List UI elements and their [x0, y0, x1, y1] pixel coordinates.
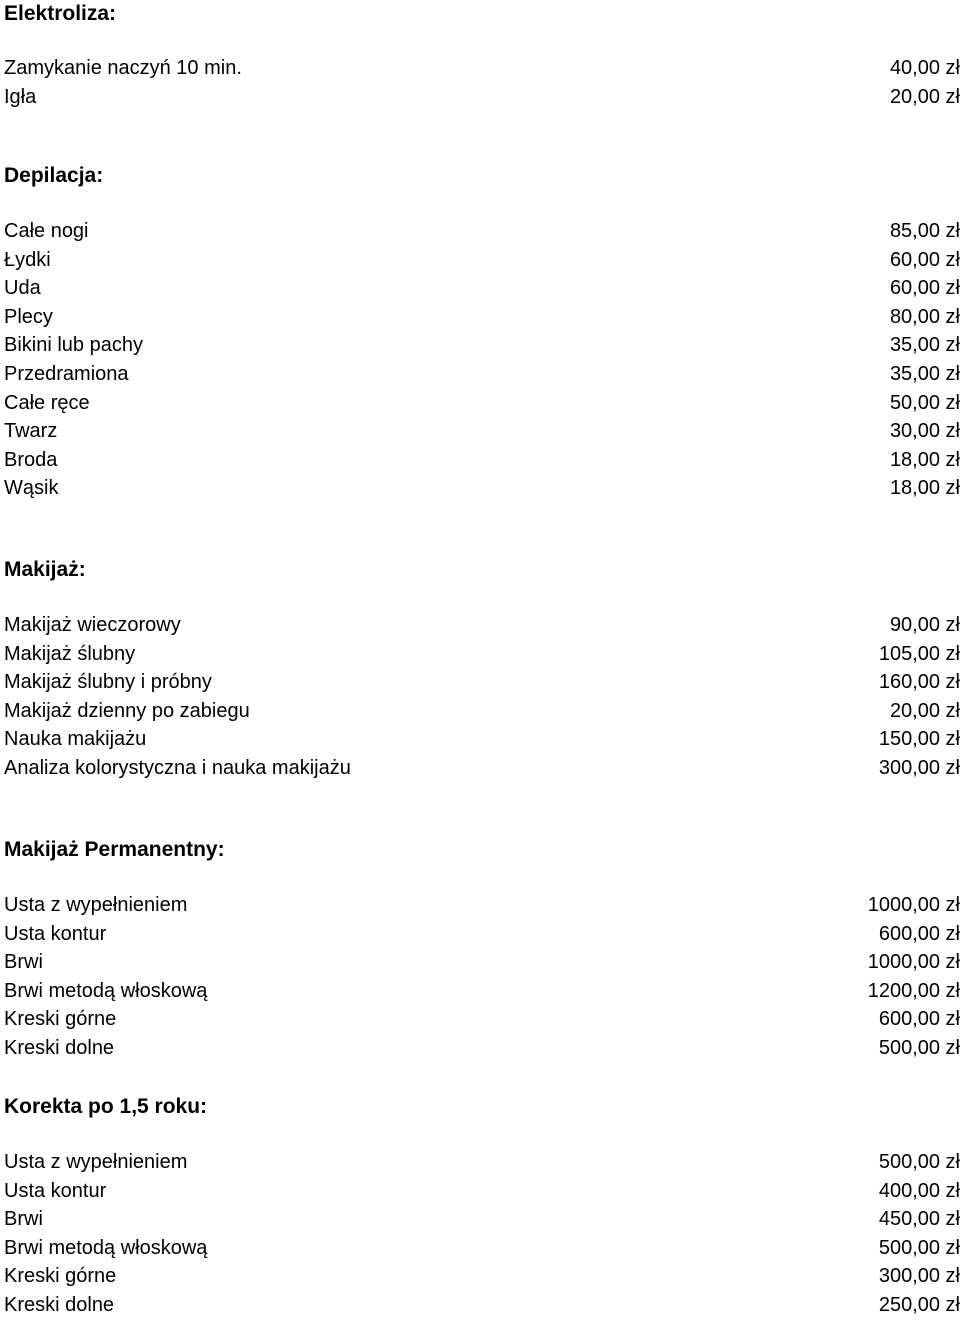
service-name: Brwi: [4, 951, 43, 974]
service-price: 50,00 zł: [889, 391, 960, 414]
service-name: Brwi metodą włoskową: [4, 1236, 208, 1259]
price-row: [4, 360, 960, 389]
price-row: [4, 1034, 960, 1063]
section-heading: Makijaż:: [4, 558, 86, 581]
service-name: Kreski górne: [4, 1265, 117, 1288]
service-price: 30,00 zł: [889, 420, 960, 443]
section-heading: Depilacja:: [4, 164, 104, 187]
service-name: Nauka makijażu: [4, 728, 147, 751]
service-price: 60,00 zł: [889, 248, 960, 271]
service-name: Uda: [4, 277, 41, 300]
price-row: [4, 474, 960, 503]
price-row: [4, 754, 960, 783]
section-korekta: [4, 1093, 960, 1320]
price-row: [4, 1291, 960, 1320]
service-name: Zamykanie naczyń 10 min.: [4, 57, 242, 79]
service-name: Kreski dolne: [4, 1293, 115, 1316]
service-price: 20,00 zł: [889, 85, 960, 108]
price-list: [4, 611, 960, 783]
service-price: 20,00 zł: [889, 699, 960, 722]
service-price: 60,00 zł: [889, 277, 960, 300]
service-price: 600,00 zł: [878, 1008, 960, 1031]
price-list: [4, 54, 960, 111]
service-price: 150,00 zł: [878, 728, 960, 751]
service-price: 18,00 zł: [889, 477, 960, 500]
service-name: Usta z wypełnieniem: [4, 894, 188, 916]
price-row: [4, 389, 960, 418]
price-row: [4, 611, 960, 640]
price-row: [4, 331, 960, 360]
service-name: Łydki: [4, 248, 51, 271]
service-name: Wąsik: [4, 477, 59, 500]
service-price: 80,00 zł: [889, 305, 960, 328]
price-row: [4, 417, 960, 446]
service-name: Usta z wypełnieniem: [4, 1151, 188, 1173]
service-price: 450,00 zł: [878, 1208, 960, 1231]
section-makijaz-permanentny: [4, 836, 960, 1063]
service-price: 35,00 zł: [889, 334, 960, 357]
service-name: Kreski dolne: [4, 1036, 115, 1059]
service-price: 300,00 zł: [878, 756, 960, 779]
price-row: [4, 446, 960, 475]
price-row: [4, 1148, 960, 1177]
price-list: [4, 217, 960, 503]
service-price: 1200,00 zł: [867, 979, 960, 1002]
price-list: [4, 891, 960, 1063]
service-name: Całe nogi: [4, 220, 89, 242]
price-row: [4, 274, 960, 303]
service-price: 400,00 zł: [878, 1179, 960, 1202]
price-row: [4, 977, 960, 1006]
service-name: Makijaż dzienny po zabiegu: [4, 699, 250, 722]
service-price: 1000,00 zł: [867, 951, 960, 974]
price-row: [4, 83, 960, 112]
price-row: [4, 1234, 960, 1263]
service-name: Brwi metodą włoskową: [4, 979, 208, 1002]
section-heading: Elektroliza:: [4, 2, 117, 25]
service-price: 1000,00 zł: [867, 894, 960, 916]
service-name: Makijaż ślubny: [4, 642, 136, 665]
service-name: Plecy: [4, 305, 53, 328]
service-price: 600,00 zł: [878, 922, 960, 945]
section-heading: Korekta po 1,5 roku:: [4, 1095, 208, 1118]
service-name: Twarz: [4, 420, 58, 443]
price-row: [4, 1005, 960, 1034]
price-row: [4, 1205, 960, 1234]
service-price: 500,00 zł: [878, 1236, 960, 1259]
service-name: Bikini lub pachy: [4, 334, 143, 357]
price-row: [4, 920, 960, 949]
price-row: [4, 668, 960, 697]
price-row: [4, 1177, 960, 1206]
service-name: Całe ręce: [4, 391, 90, 414]
service-price: 105,00 zł: [878, 642, 960, 665]
service-name: Igła: [4, 85, 37, 108]
service-price: 90,00 zł: [889, 614, 960, 636]
service-name: Kreski górne: [4, 1008, 117, 1031]
price-list: [4, 1148, 960, 1320]
price-row: [4, 217, 960, 246]
section-makijaz: [4, 556, 960, 783]
service-price: 500,00 zł: [878, 1151, 960, 1173]
service-name: Broda: [4, 448, 58, 471]
service-name: Usta kontur: [4, 922, 107, 945]
price-row: [4, 725, 960, 754]
price-row: [4, 948, 960, 977]
service-price: 40,00 zł: [889, 57, 960, 79]
service-price: 35,00 zł: [889, 362, 960, 385]
price-row: [4, 54, 960, 83]
service-price: 300,00 zł: [878, 1265, 960, 1288]
service-name: Przedramiona: [4, 362, 129, 385]
service-price: 250,00 zł: [878, 1293, 960, 1316]
service-price: 500,00 zł: [878, 1036, 960, 1059]
price-row: [4, 697, 960, 726]
section-elektroliza: [4, 0, 960, 111]
price-row: [4, 1262, 960, 1291]
service-name: Analiza kolorystyczna i nauka makijażu: [4, 756, 351, 779]
price-row: [4, 640, 960, 669]
service-name: Usta kontur: [4, 1179, 107, 1202]
service-name: Makijaż ślubny i próbny: [4, 671, 212, 694]
service-name: Brwi: [4, 1208, 43, 1231]
price-row: [4, 246, 960, 275]
service-price: 160,00 zł: [878, 671, 960, 694]
service-price: 85,00 zł: [889, 220, 960, 242]
section-heading: Makijaż Permanentny:: [4, 838, 225, 861]
price-row: [4, 891, 960, 920]
service-name: Makijaż wieczorowy: [4, 614, 181, 636]
section-depilacja: [4, 162, 960, 503]
price-row: [4, 303, 960, 332]
service-price: 18,00 zł: [889, 448, 960, 471]
